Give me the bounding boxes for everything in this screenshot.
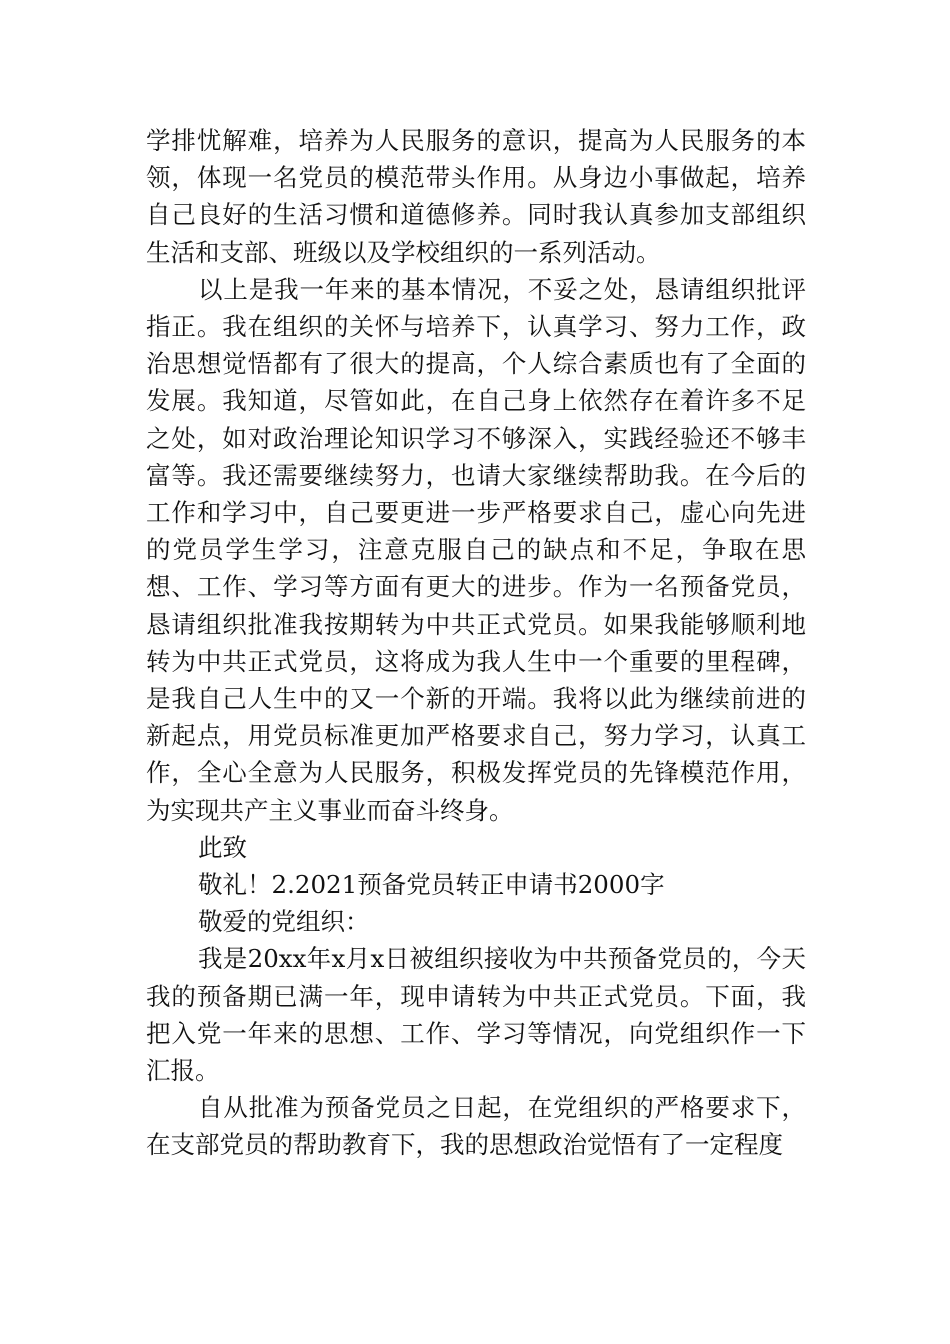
paragraph-service-activities: 学排忧解难，培养为人民服务的意识，提高为人民服务的本领，体现一名党员的模范带头作用。从身边小事做起，培养自己良好的生活习惯和道德修养。同时我认真参加支部组织生活和支部、班级以及学校组织的一系列活动。 bbox=[146, 126, 806, 267]
letter-greeting: 敬爱的党组织： bbox=[198, 907, 370, 937]
paragraph-since-approval: 自从批准为预备党员之日起，在党组织的严格要求下，在支部党员的帮助教育下，我的思想政治觉悟有了一定程度 bbox=[146, 1093, 806, 1160]
paragraph-summary-commitment: 以上是我一年来的基本情况，不妥之处，恳请组织批评指正。我在组织的关怀与培养下，认真学习、努力工作，政治思想觉悟都有了很大的提高，个人综合素质也有了全面的发展。我知道，尽管如此，在自己身上依然存在着许多不足之处，如对政治理论知识学习不够深入，实践经验还不够丰富等。我还需要继续努力，也请大家继续帮助我。在今后的工作和学习中，自己要更进一步严格要求自己，虚心向先进的党员学生学习，注意克服自己的缺点和不足，争取在思想、工作、学习等方面有更大的进步。作为一名预备党员，恳请组织批准我按期转为中共正式党员。如果我能够顺利地转为中共正式党员，这将成为我人生中一个重要的里程碑，是我自己人生中的又一个新的开端。我将以此为继续前进的新起点，用党员标准更加严格要求自己，努力学习，认真工作，全心全意为人民服务，积极发挥党员的先锋模范作用，为实现共产主义事业而奋斗终身。 bbox=[146, 274, 806, 825]
closing-respect-and-next-title: 敬礼！2.2021预备党员转正申请书2000字 bbox=[198, 870, 665, 900]
closing-salutation: 此致 bbox=[198, 832, 247, 862]
paragraph-application-intro: 我是20xx年x月x日被组织接收为中共预备党员的，今天我的预备期已满一年，现申请转为中共正式党员。下面，我把入党一年来的思想、工作、学习等情况，向党组织作一下汇报。 bbox=[146, 944, 806, 1086]
document-page bbox=[146, 122, 806, 1164]
